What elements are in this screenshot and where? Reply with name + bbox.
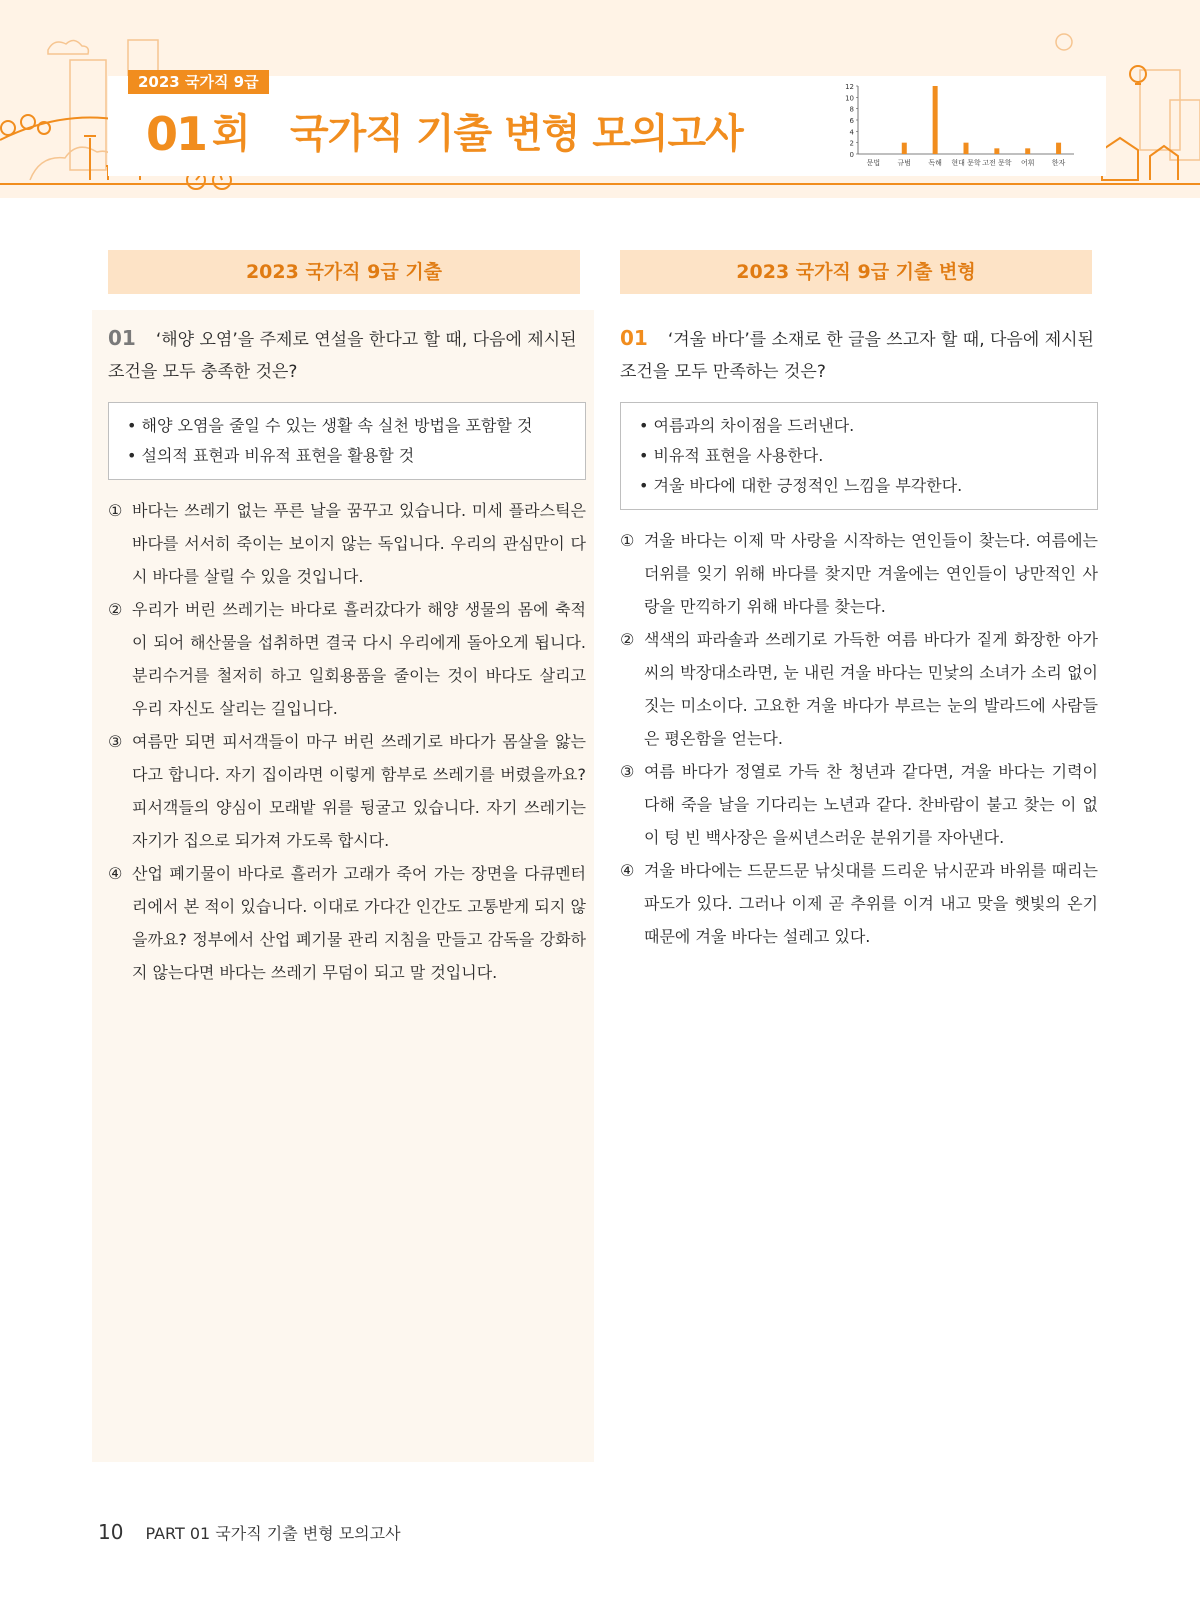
answer-options bbox=[108, 494, 586, 989]
round-number: 01 bbox=[146, 107, 207, 161]
right-question bbox=[620, 322, 1098, 953]
page-header bbox=[0, 0, 1200, 198]
answer-option-1[interactable] bbox=[108, 494, 586, 593]
question-number: 01 bbox=[620, 326, 648, 350]
option-mark: ④ bbox=[108, 864, 123, 883]
answer-option-3[interactable] bbox=[620, 755, 1098, 854]
answer-option-3[interactable] bbox=[108, 725, 586, 857]
option-mark: ② bbox=[108, 600, 123, 619]
x-tick-label: 고전 문학 bbox=[982, 159, 1012, 167]
option-text: 우리가 버린 쓰레기는 바다로 흘러갔다가 해양 생물의 몸에 축적이 되어 해산물을 섭취하면 결국 다시 우리에게 돌아오게 됩니다. 분리수거를 철저히 하고 일회용품을 줄이는 것이 바다도 살리고 우리 자신도 살리는 길입니다. bbox=[132, 600, 586, 718]
x-tick-label: 한자 bbox=[1051, 159, 1066, 167]
x-tick-label: 문법 bbox=[866, 159, 881, 167]
option-text: 겨울 바다에는 드문드문 낚싯대를 드리운 낚시꾼과 바위를 때리는 파도가 있다. 그러나 이제 곧 추위를 이겨 내고 맞을 햇빛의 온기 때문에 겨울 바다는 설레고 있다. bbox=[644, 861, 1098, 946]
option-mark: ④ bbox=[620, 861, 635, 880]
question-text: ‘해양 오염’을 주제로 연설을 한다고 할 때, 다음에 제시된 조건을 모두 충족한 것은? bbox=[108, 330, 577, 382]
option-mark: ③ bbox=[620, 762, 635, 781]
option-text: 여름만 되면 피서객들이 마구 버린 쓰레기로 바다가 몸살을 앓는다고 합니다. 자기 집이라면 이렇게 함부로 쓰레기를 버렸을까요? 피서객들의 양심이 모래밭 위를 뒹굴고 있습니다. 자기 쓰레기는 자기가 집으로 되가져 가도록 합시다. bbox=[132, 732, 586, 850]
question-text: ‘겨울 바다’를 소재로 한 글을 쓰고자 할 때, 다음에 제시된 조건을 모두 만족하는 것은? bbox=[620, 330, 1094, 382]
question-distribution-chart bbox=[838, 80, 1098, 176]
y-tick-label: 2 bbox=[849, 139, 854, 148]
condition-item: • 해양 오염을 줄일 수 있는 생활 속 실천 방법을 포함할 것 bbox=[127, 416, 533, 435]
option-mark: ② bbox=[620, 630, 635, 649]
page-title: 국가직 기출 변형 모의고사 bbox=[290, 111, 743, 157]
bar-1 bbox=[902, 143, 907, 154]
y-tick-label: 12 bbox=[845, 83, 854, 91]
y-tick-label: 4 bbox=[849, 128, 854, 137]
x-tick-label: 독해 bbox=[928, 159, 942, 167]
option-mark: ① bbox=[620, 531, 635, 550]
y-tick-label: 0 bbox=[849, 151, 854, 159]
footer-text: PART 01 국가직 기출 변형 모의고사 bbox=[145, 1524, 401, 1543]
condition-item: • 겨울 바다에 대한 긍정적인 느낌을 부각한다. bbox=[639, 476, 963, 495]
answer-options bbox=[620, 524, 1098, 953]
y-tick-label: 6 bbox=[849, 117, 854, 125]
question-stem bbox=[620, 322, 1098, 388]
bar-2 bbox=[933, 86, 938, 154]
option-text: 겨울 바다는 이제 막 사랑을 시작하는 연인들이 찾는다. 여름에는 더위를 잊기 위해 바다를 찾지만 겨울에는 연인들이 낭만적인 사랑을 만끽하기 위해 바다를 찾는다. bbox=[644, 531, 1098, 616]
option-text: 바다는 쓰레기 없는 푸른 날을 꿈꾸고 있습니다. 미세 플라스틱은 바다를 서서히 죽이는 보이지 않는 독입니다. 우리의 관심만이 다시 바다를 살릴 수 있을 것입니다. bbox=[132, 501, 586, 586]
x-tick-label: 현대 문학 bbox=[951, 159, 981, 167]
conditions-box bbox=[620, 402, 1098, 510]
y-tick-label: 10 bbox=[845, 94, 854, 103]
left-column-heading: 2023 국가직 9급 기출 bbox=[108, 250, 580, 294]
answer-option-1[interactable] bbox=[620, 524, 1098, 623]
bar-5 bbox=[1025, 148, 1030, 154]
answer-option-2[interactable] bbox=[620, 623, 1098, 755]
conditions-box bbox=[108, 402, 586, 480]
bar-4 bbox=[994, 148, 999, 154]
option-text: 산업 폐기물이 바다로 흘러가 고래가 죽어 가는 장면을 다큐멘터리에서 본 적이 있습니다. 이대로 가다간 인간도 고통받게 되지 않을까요? 정부에서 산업 폐기물 관리 지침을 만들고 감독을 강화하지 않는다면 바다는 쓰레기 무덤이 되고 말 것입니다. bbox=[132, 864, 586, 982]
option-text: 색색의 파라솔과 쓰레기로 가득한 여름 바다가 짙게 화장한 아가씨의 박장대소라면, 눈 내린 겨울 바다는 민낯의 소녀가 소리 없이 짓는 미소이다. 고요한 겨울 바다가 부르는 눈의 발라드에 사람들은 평온함을 얻는다. bbox=[644, 630, 1098, 748]
y-tick-label: 8 bbox=[849, 105, 854, 114]
answer-option-2[interactable] bbox=[108, 593, 586, 725]
exam-tag: 2023 국가직 9급 bbox=[128, 70, 269, 94]
condition-item: • 여름과의 차이점을 드러낸다. bbox=[639, 416, 855, 435]
answer-option-4[interactable] bbox=[108, 857, 586, 989]
bar-6 bbox=[1056, 143, 1061, 154]
option-mark: ③ bbox=[108, 732, 123, 751]
condition-item: • 비유적 표현을 사용한다. bbox=[639, 446, 824, 465]
option-text: 여름 바다가 정열로 가득 찬 청년과 같다면, 겨울 바다는 기력이 다해 죽을 날을 기다리는 노년과 같다. 찬바람이 불고 찾는 이 없이 텅 빈 백사장은 을씨년스러운 분위기를 자아낸다. bbox=[644, 762, 1098, 847]
right-column-heading: 2023 국가직 9급 기출 변형 bbox=[620, 250, 1092, 294]
answer-option-4[interactable] bbox=[620, 854, 1098, 953]
page-number: 10 bbox=[98, 1520, 124, 1544]
question-stem bbox=[108, 322, 586, 388]
round-label: 회 bbox=[212, 111, 251, 157]
page-footer bbox=[98, 1520, 401, 1544]
x-tick-label: 규범 bbox=[897, 159, 912, 167]
left-question bbox=[108, 322, 586, 989]
question-number: 01 bbox=[108, 326, 136, 350]
bar-3 bbox=[964, 143, 969, 154]
x-tick-label: 어휘 bbox=[1020, 159, 1035, 167]
condition-item: • 설의적 표현과 비유적 표현을 활용할 것 bbox=[127, 446, 415, 465]
option-mark: ① bbox=[108, 501, 123, 520]
